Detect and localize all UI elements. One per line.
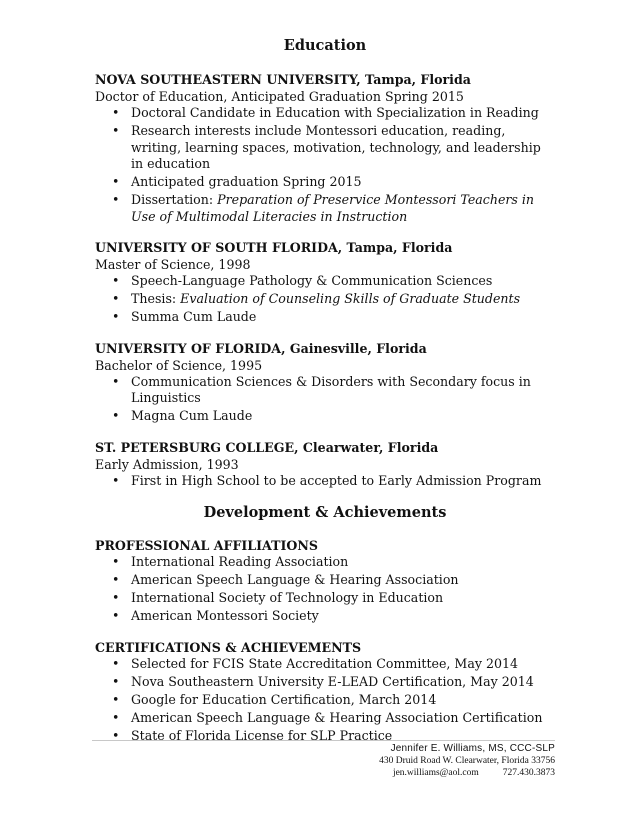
thesis-label: Thesis: — [131, 291, 181, 306]
degree-line: Early Admission, 1993 — [95, 456, 239, 472]
education-heading: Education — [283, 37, 367, 54]
list-item: • International Society of Technology in Education — [95, 590, 555, 607]
list-item: • American Montessori Society — [95, 608, 555, 625]
thesis-title: Evaluation of Counseling Skills of Graduate Students — [180, 291, 521, 306]
degree-line: Bachelor of Science, 1995 — [95, 357, 263, 373]
education-entry-spc — [95, 439, 555, 490]
education-entry-usf — [95, 239, 555, 326]
bullet-list — [95, 105, 555, 225]
school-name: UNIVERSITY OF SOUTH FLORIDA, Tampa, Florida — [95, 240, 453, 255]
list-item: • Google for Education Certification, March 2014 — [95, 692, 555, 709]
dissertation-title: Preparation of Preservice Montessori Teachers in Use of Multimodal Literacies in Instruction — [131, 192, 535, 224]
list-item: • State of Florida License for SLP Practice — [95, 728, 555, 745]
bullet-list — [95, 656, 555, 745]
footer-contact — [92, 767, 555, 779]
education-entry-nova — [95, 71, 555, 225]
list-item: • American Speech Language & Hearing Association — [95, 572, 555, 589]
resume-page — [95, 36, 555, 758]
list-item: • Speech-Language Pathology & Communication Sciences — [95, 273, 555, 290]
education-entry-uf — [95, 340, 555, 425]
bullet-list — [95, 374, 555, 425]
list-item: • Summa Cum Laude — [95, 309, 555, 326]
list-item — [95, 291, 555, 308]
affiliations-section — [95, 537, 555, 625]
list-item: • Nova Southeastern University E-LEAD Certification, May 2014 — [95, 674, 555, 691]
footer-phone: 727.430.3873 — [502, 768, 555, 778]
section-title: PROFESSIONAL AFFILIATIONS — [95, 538, 318, 553]
footer-email: jen.williams@aol.com — [392, 768, 479, 778]
list-item: • American Speech Language & Hearing Association Certification — [95, 710, 555, 727]
list-item: • Research interests include Montessori education, reading, writing, learning spaces, motivation, technology, and leadership in education — [95, 123, 555, 173]
list-item: • Anticipated graduation Spring 2015 — [95, 174, 555, 191]
school-name: ST. PETERSBURG COLLEGE, Clearwater, Florida — [95, 439, 439, 455]
list-item: • First in High School to be accepted to Early Admission Program — [95, 473, 555, 490]
certifications-section — [95, 639, 555, 745]
list-item — [95, 192, 555, 225]
footer-name: Jennifer E. Williams, MS, CCC-SLP — [390, 743, 555, 754]
list-item: • Doctoral Candidate in Education with Specialization in Reading — [95, 105, 555, 122]
school-name: NOVA SOUTHEASTERN UNIVERSITY, Tampa, Florida — [95, 72, 471, 87]
degree-line: Doctor of Education, Anticipated Graduation Spring 2015 — [95, 89, 464, 104]
development-heading: Development & Achievements — [203, 504, 447, 521]
degree-line: Master of Science, 1998 — [95, 257, 251, 272]
page-footer — [92, 740, 555, 779]
school-name: UNIVERSITY OF FLORIDA, Gainesville, Florida — [95, 340, 427, 356]
list-item: • International Reading Association — [95, 554, 555, 571]
bullet-list — [95, 554, 555, 625]
bullet-list — [95, 273, 555, 326]
list-item: • Magna Cum Laude — [95, 408, 555, 425]
list-item: • Communication Sciences & Disorders with Secondary focus in Linguistics — [95, 374, 555, 407]
footer-address: 430 Druid Road W. Clearwater, Florida 33756 — [379, 756, 555, 766]
dissertation-label: Dissertation: — [131, 192, 218, 207]
section-title: CERTIFICATIONS & ACHIEVEMENTS — [95, 639, 362, 655]
bullet-list — [95, 473, 555, 490]
list-item: • Selected for FCIS State Accreditation Committee, May 2014 — [95, 656, 555, 673]
